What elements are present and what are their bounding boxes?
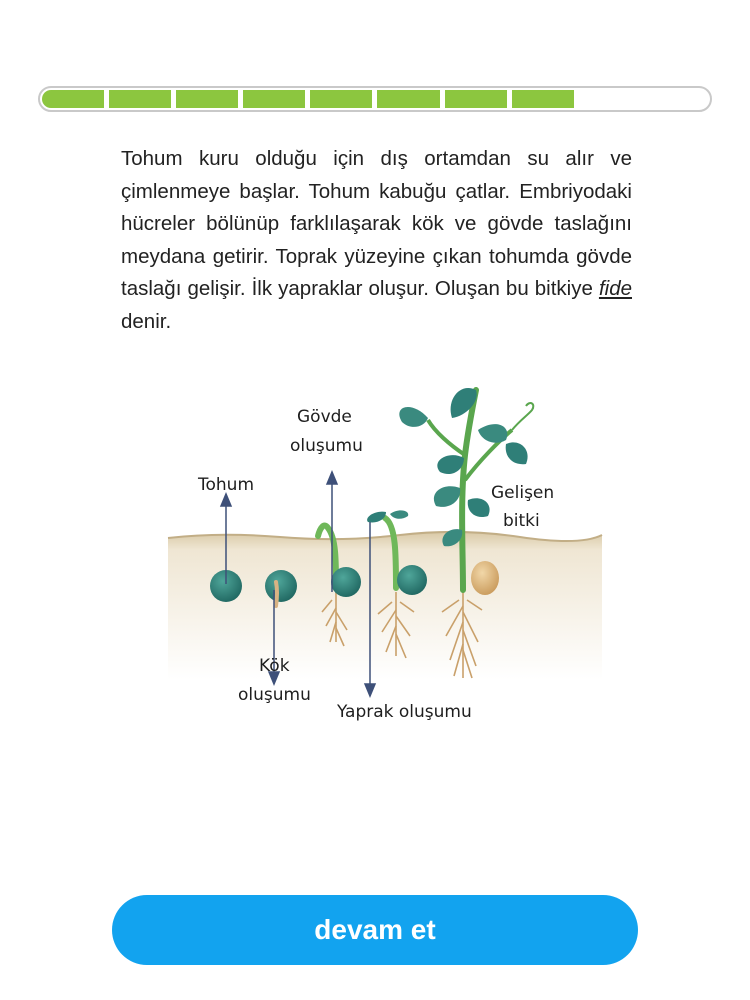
label-gelisen-2: bitki <box>503 511 540 531</box>
progress-segment-filled <box>176 90 238 108</box>
progress-segment-empty <box>579 90 641 108</box>
label-yaprak: Yaprak oluşumu <box>337 702 472 722</box>
progress-bar <box>38 86 712 112</box>
progress-track <box>42 90 708 108</box>
lesson-paragraph <box>121 143 632 338</box>
label-govde-2: oluşumu <box>290 436 363 456</box>
label-gelisen-1: Gelişen <box>491 483 555 503</box>
paragraph-end: denir. <box>121 309 172 333</box>
label-kok-1: Kök <box>259 656 290 676</box>
progress-segment-filled <box>445 90 507 108</box>
label-kok-2: oluşumu <box>238 685 311 705</box>
progress-segment-filled <box>109 90 171 108</box>
progress-segment-filled <box>310 90 372 108</box>
paragraph-text: Tohum kuru olduğu için dış ortamdan su alır ve çimlenmeye başlar. Tohum kabuğu çatlar. Embriyodaki hücreler bölünüp farklılaşarak kök ve gövde taslağını meydana getirir. Toprak yüzeyine çıkan tohumda gövde taslağı gelişir. İlk yapraklar oluşur. Oluşan bu bitkiye <box>121 147 632 300</box>
continue-button[interactable] <box>112 895 638 965</box>
term-fide: fide <box>598 277 632 300</box>
progress-segment-empty <box>646 90 708 108</box>
continue-button-label: devam et <box>314 914 436 945</box>
progress-segment-filled <box>512 90 574 108</box>
progress-segment-filled <box>42 90 104 108</box>
label-govde-1: Gövde <box>297 407 352 427</box>
label-tohum: Tohum <box>198 475 255 495</box>
soil-layer <box>168 532 602 680</box>
progress-segment-filled <box>243 90 305 108</box>
germination-illustration <box>160 360 610 735</box>
progress-segment-filled <box>377 90 439 108</box>
